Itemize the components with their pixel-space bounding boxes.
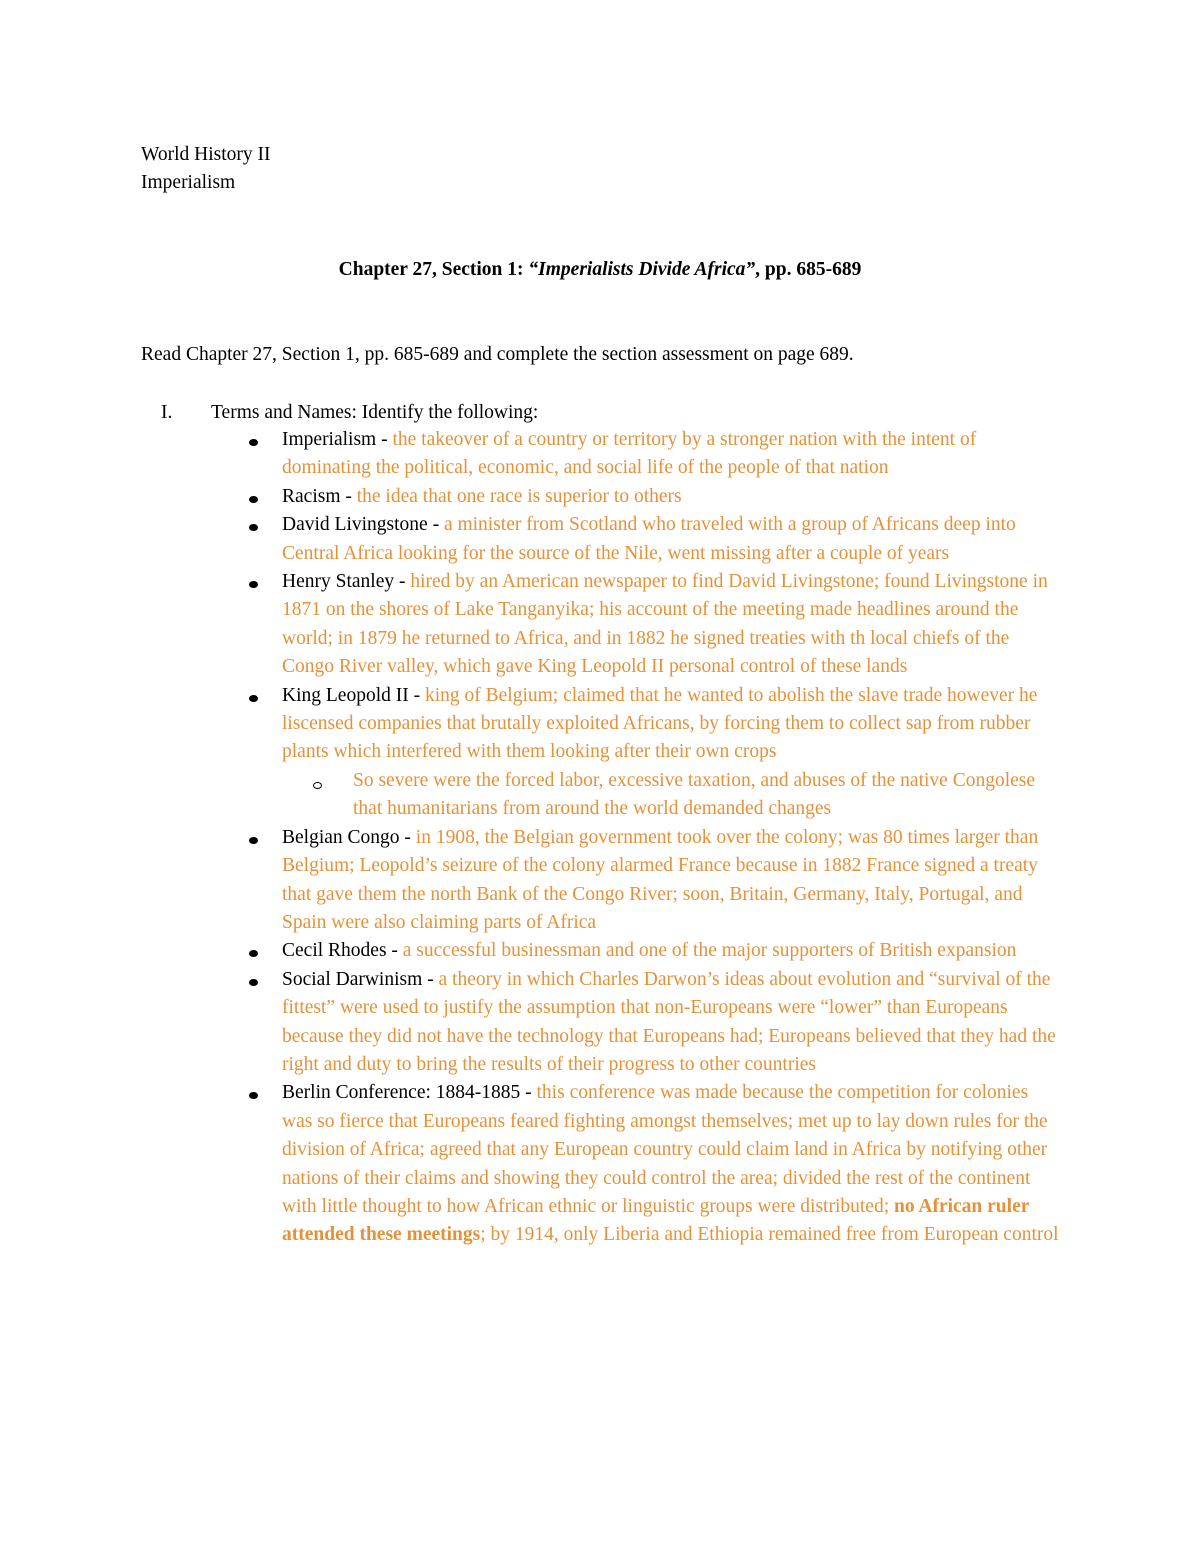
circle-bullet-icon <box>313 782 322 789</box>
term-definition: a theory in which Charles Darwon’s ideas about evolution and “survival of the fittest” were used to justify the assumption that non-Europeans were “lower” than Europeans because they did not have the technology that Europeans had; Europeans believed that they had the right and duty to bring the results of their progress to other countries <box>282 968 1056 1075</box>
term-definition: the takeover of a country or territory by a stronger nation with the intent of dominating the political, economic, and social life of the people of that nation <box>282 429 977 479</box>
bullet-icon <box>249 695 258 702</box>
term-definition: in 1908, the Belgian government took over the colony; was 80 times larger than Belgium; Leopold’s seizure of the colony alarmed France because in 1882 France signed a treaty that gave them the north Bank of the Congo River; soon, Britain, Germany, Italy, Portugal, and Spain were also claiming parts of Africa <box>282 826 1039 933</box>
list-item <box>282 937 1062 965</box>
list-item <box>282 1079 1062 1249</box>
term-name: Imperialism - <box>282 429 393 450</box>
term-name: King Leopold II - <box>282 684 425 706</box>
term-name: Henry Stanley - <box>282 571 411 593</box>
bullet-icon <box>249 439 258 446</box>
section-heading <box>161 399 538 427</box>
term-name: Cecil Rhodes - <box>282 940 403 962</box>
term-name: Berlin Conference: 1884-1885 - <box>282 1082 537 1104</box>
sub-list-item <box>353 767 1062 824</box>
bullet-icon <box>249 837 258 844</box>
sub-item-text: So severe were the forced labor, excessive taxation, and abuses of the native Congolese that humanitarians from around the world demanded changes <box>353 769 1036 820</box>
term-definition: the idea that one race is superior to others <box>356 485 682 507</box>
term-definition: king of Belgium; claimed that he wanted to abolish the slave trade however he liscensed companies that brutally exploited Africans, by forcing them to collect sap from rubber plants which interfered with them looking after their own crops <box>282 684 1038 763</box>
list-item <box>282 483 1062 511</box>
list-item <box>282 568 1062 682</box>
bullet-icon <box>249 950 258 957</box>
definition-text-end: ; by 1914, only Liberia and Ethiopia remained free from European control <box>480 1224 1059 1246</box>
bullet-icon <box>249 1092 258 1099</box>
term-name: Social Darwinism - <box>282 968 439 990</box>
bullet-icon <box>249 524 258 531</box>
section-numeral: I. <box>161 402 173 423</box>
term-name: Belgian Congo - <box>282 826 416 848</box>
sub-list <box>282 767 1062 824</box>
bullet-icon <box>249 581 258 588</box>
terms-list <box>282 426 1062 1250</box>
term-name: David Livingstone - <box>282 514 444 536</box>
term-name: Racism - <box>282 485 357 507</box>
term-definition: a minister from Scotland who traveled with a group of Africans deep into Central Africa looking for the source of the Nile, went missing after a couple of years <box>282 514 1016 564</box>
list-item <box>282 824 1062 938</box>
definition-text: this conference was made because the competition for colonies was so fierce that Europeans feared fighting amongst themselves; met up to lay down rules for the division of Africa; agreed that any European country could claim land in Africa by notifying other nations of their claims and showing they could control the area; divided the rest of the continent with little thought to how African ethnic or linguistic groups were distributed; <box>282 1082 1048 1217</box>
definition-emphasis: no African ruler attended these meetings <box>282 1195 1030 1246</box>
chapter-title: “Imperialists Divide Africa” <box>528 259 756 280</box>
term-definition: hired by an American newspaper to find David Livingstone; found Livingstone in 1871 on the shores of Lake Tanganyika; his account of the meeting made headlines around the world; in 1879 he returned to Africa, and in 1882 he signed treaties with th local chiefs of the Congo River valley, which gave King Leopold II personal control of these lands <box>282 571 1048 678</box>
list-item <box>282 682 1062 824</box>
section-title: Terms and Names: Identify the following: <box>211 402 539 423</box>
bullet-icon <box>249 496 258 503</box>
instructions: Read Chapter 27, Section 1, pp. 685-689 and complete the section assessment on page 689. <box>141 344 854 365</box>
chapter-prefix: Chapter 27, Section 1: <box>338 259 529 280</box>
term-definition: a successful businessman and one of the major supporters of British expansion <box>402 940 1017 962</box>
course-title: World History II <box>141 144 271 165</box>
list-item <box>282 426 1062 483</box>
chapter-pages: , pp. 685-689 <box>755 259 862 280</box>
bullet-icon <box>249 979 258 986</box>
term-definition <box>282 1082 1059 1245</box>
list-item <box>282 966 1062 1080</box>
unit-title: Imperialism <box>141 172 236 193</box>
chapter-heading <box>0 256 1200 284</box>
list-item <box>282 511 1062 568</box>
